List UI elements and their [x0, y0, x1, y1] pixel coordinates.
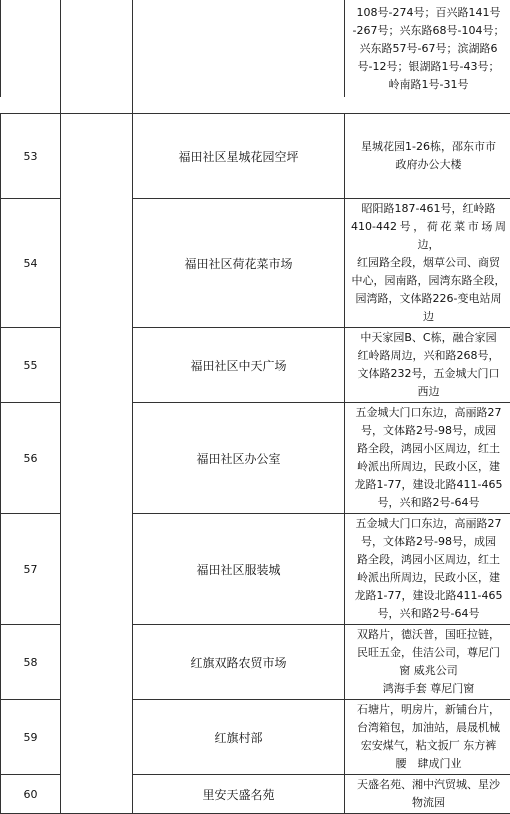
area-line: 号，文体路2号-98号，成园: [351, 422, 506, 440]
column-divider: [60, 97, 61, 113]
area-line: 410-442号，荷花菜市场周边，: [351, 218, 506, 254]
area-line: 腰 肆成门业: [351, 755, 506, 773]
cell-coverage-area: [345, 625, 510, 700]
cell-number: 58: [1, 625, 61, 700]
cell-coverage-area: [345, 700, 510, 775]
cell-coverage-area: [345, 328, 510, 403]
cell-site: 红旗村部: [133, 700, 345, 775]
table-row: [1, 0, 510, 98]
area-line: 龙路1-77，建设北路411-465: [351, 476, 506, 494]
cell-coverage-area: [345, 775, 510, 814]
cell-coverage-area: [345, 199, 510, 328]
area-line: 星城花园1-26栋，邵东市市: [351, 138, 506, 156]
area-line: 红园路全段，烟草公司、商贸: [351, 254, 506, 272]
area-line: 路全段，鸿园小区周边，红土: [351, 551, 506, 569]
area-line: 号-12号；银湖路1号-43号；: [351, 58, 506, 76]
area-line: 号，兴和路2号-64号: [351, 494, 506, 512]
column-divider: [132, 97, 133, 113]
cell-number: 56: [1, 403, 61, 514]
collection-points-table: [0, 113, 510, 814]
area-line: 红岭路周边，兴和路268号，: [351, 347, 506, 365]
cell-number: 60: [1, 775, 61, 814]
area-line: -267号；兴东路68号-104号；: [351, 22, 506, 40]
cell-coverage-area: [345, 514, 510, 625]
cell-coverage-area: [345, 114, 510, 199]
area-line: 政府办公大楼: [351, 156, 506, 174]
area-line: 中心，园南路，园湾东路全段，: [351, 272, 506, 290]
area-line: 108号-274号；百兴路141号: [351, 4, 506, 22]
cell-site: [133, 0, 345, 98]
page-break-gap: [0, 97, 510, 113]
cell-blank: [61, 114, 133, 814]
cell-number: [1, 0, 61, 98]
area-line: 鸿海手套 尊尼门窗: [351, 680, 506, 698]
area-line: 号，文体路2号-98号，成园: [351, 533, 506, 551]
table-row: [1, 114, 510, 199]
cell-number: 55: [1, 328, 61, 403]
cell-site: 福田社区服装城: [133, 514, 345, 625]
area-line: 岭派出所周边，民政小区，建: [351, 569, 506, 587]
cell-site: 福田社区星城花园空坪: [133, 114, 345, 199]
area-line: 物流园: [351, 794, 506, 812]
area-line: 边: [351, 308, 506, 326]
cell-number: 53: [1, 114, 61, 199]
cell-blank: [61, 0, 133, 98]
area-line: 五金城大门口东边，高丽路27: [351, 404, 506, 422]
area-line: 西边: [351, 383, 506, 401]
area-line: 岭南路1号-31号: [351, 76, 506, 94]
area-line: 龙路1-77，建设北路411-465: [351, 587, 506, 605]
area-line: 五金城大门口东边，高丽路27: [351, 515, 506, 533]
cell-site: 红旗双路农贸市场: [133, 625, 345, 700]
area-line: 天盛名苑、湘中汽贸城、星沙: [351, 776, 506, 794]
area-line: 岭派出所周边，民政小区，建: [351, 458, 506, 476]
cell-site: 福田社区中天广场: [133, 328, 345, 403]
area-line: 宏安煤气，粘文扳厂 东方裤: [351, 737, 506, 755]
cell-site: 福田社区荷花菜市场: [133, 199, 345, 328]
table-fragment-top: [0, 0, 510, 98]
cell-number: 54: [1, 199, 61, 328]
area-line: 窗 威兆公司: [351, 662, 506, 680]
area-line: 双路片，德沃普，国旺拉链，: [351, 626, 506, 644]
area-line: 园湾路，文体路226-变电站周: [351, 290, 506, 308]
cell-number: 57: [1, 514, 61, 625]
area-line: 台湾箱包，加油站，晨晟机械: [351, 719, 506, 737]
area-line: 路全段，鸿园小区周边，红土: [351, 440, 506, 458]
area-line: 民旺五金，佳洁公司，尊尼门: [351, 644, 506, 662]
cell-coverage-area: [345, 403, 510, 514]
area-line: 昭阳路187-461号，红岭路: [351, 200, 506, 218]
cell-site: 里安天盛名苑: [133, 775, 345, 814]
area-line: 中天家园B、C栋，融合家园: [351, 329, 506, 347]
cell-site: 福田社区办公室: [133, 403, 345, 514]
area-line: 石塘片，明房片，新铺台片，: [351, 701, 506, 719]
area-line: 文体路232号，五金城大门口: [351, 365, 506, 383]
cell-coverage-area: [345, 0, 510, 98]
cell-number: 59: [1, 700, 61, 775]
area-line: 兴东路57号-67号；滨湖路6: [351, 40, 506, 58]
area-line: 号，兴和路2号-64号: [351, 605, 506, 623]
